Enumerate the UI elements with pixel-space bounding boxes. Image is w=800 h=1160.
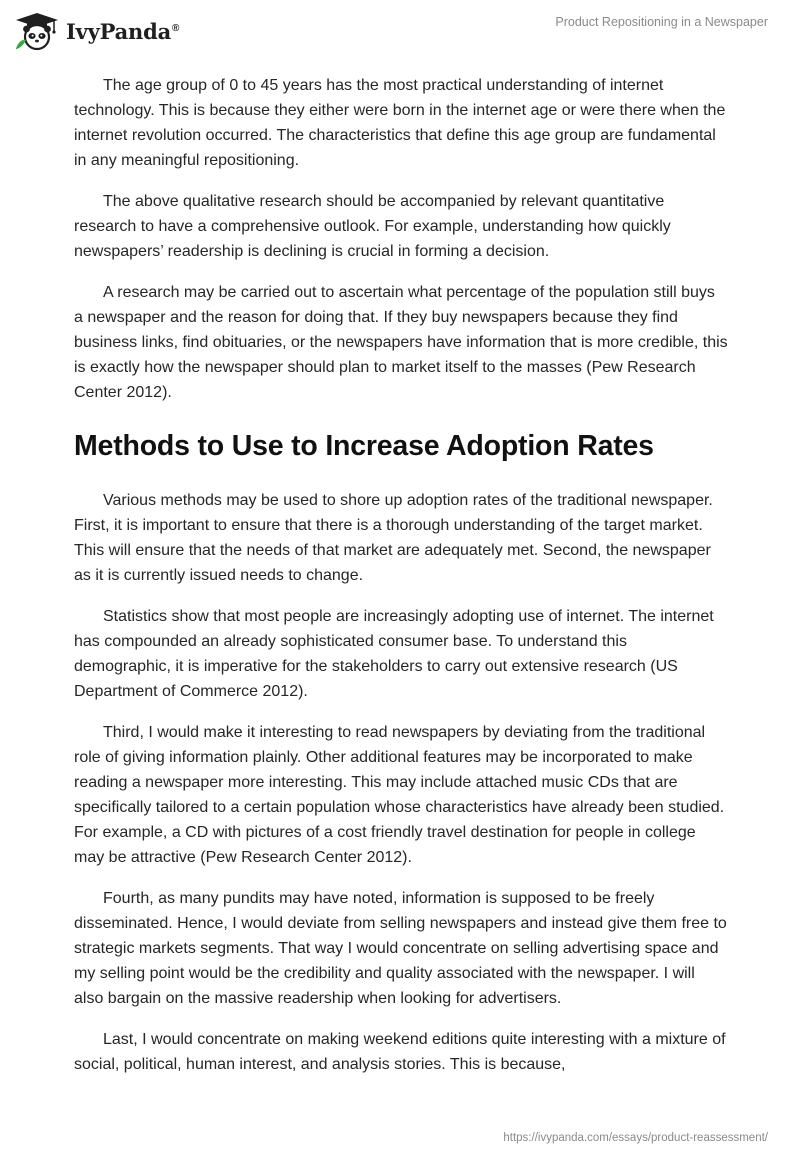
- panda-graduate-icon: [14, 11, 60, 51]
- ivypanda-logo[interactable]: [14, 10, 179, 52]
- essay-content: [74, 73, 728, 1093]
- paragraph: Various methods may be used to shore up adoption rates of the traditional newspaper. First, it is important to ensure that there is a thorough understanding of the target market. This will ensure that the needs of that market are adequately met. Second, the newspaper as it is currently issued needs to change.: [74, 492, 713, 584]
- page-header: [0, 0, 800, 62]
- paragraph: Statistics show that most people are increasingly adopting use of internet. The internet has compounded an already sophisticated consumer base. To understand this demographic, it is imperative for the stakeholders to carry out extensive research (US Department of Commerce 2012).: [74, 608, 714, 700]
- brand-name: IvyPanda®: [66, 18, 180, 44]
- paragraph: Fourth, as many pundits may have noted, information is supposed to be freely disseminated. Hence, I would deviate from selling newspapers and instead give them free to strategic markets segments. That way I would concentrate on selling advertising space and my selling point would be the credibility and quality associated with the newspaper. I will also bargain on the massive readership when looking for advertisers.: [74, 890, 727, 1007]
- paragraph: Last, I would concentrate on making weekend editions quite interesting with a mixture of social, political, human interest, and analysis stories. This is because,: [74, 1031, 726, 1073]
- source-url[interactable]: https://ivypanda.com/essays/product-reassessment/: [503, 1132, 768, 1144]
- section-heading: Methods to Use to Increase Adoption Rates: [74, 430, 654, 462]
- paragraph: The above qualitative research should be accompanied by relevant quantitative research to have a comprehensive outlook. For example, understanding how quickly newspapers’ readership is declining is crucial in forming a decision.: [74, 193, 671, 260]
- paragraph: Third, I would make it interesting to read newspapers by deviating from the traditional role of giving information plainly. Other additional features may be incorporated to make reading a newspaper more interesting. This may include attached music CDs that are specifically tailored to a certain population whose characteristics have already been studied. For example, a CD with pictures of a cost friendly travel destination for people in college may be attractive (Pew Research Center 2012).: [74, 724, 725, 866]
- paragraph: A research may be carried out to ascertain what percentage of the population still buys a newspaper and the reason for doing that. If they buy newspapers because they find business links, find obituaries, or the newspapers have information that is more credible, this is exactly how the newspaper should plan to market itself to the masses (Pew Research Center 2012).: [74, 284, 728, 401]
- paragraph: The age group of 0 to 45 years has the most practical understanding of internet technology. This is because they either were born in the internet age or were there when the internet revolution occurred. The characteristics that define this age group are fundamental in any meaningful repositioning.: [74, 77, 726, 169]
- document-title: Product Repositioning in a Newspaper: [555, 15, 768, 29]
